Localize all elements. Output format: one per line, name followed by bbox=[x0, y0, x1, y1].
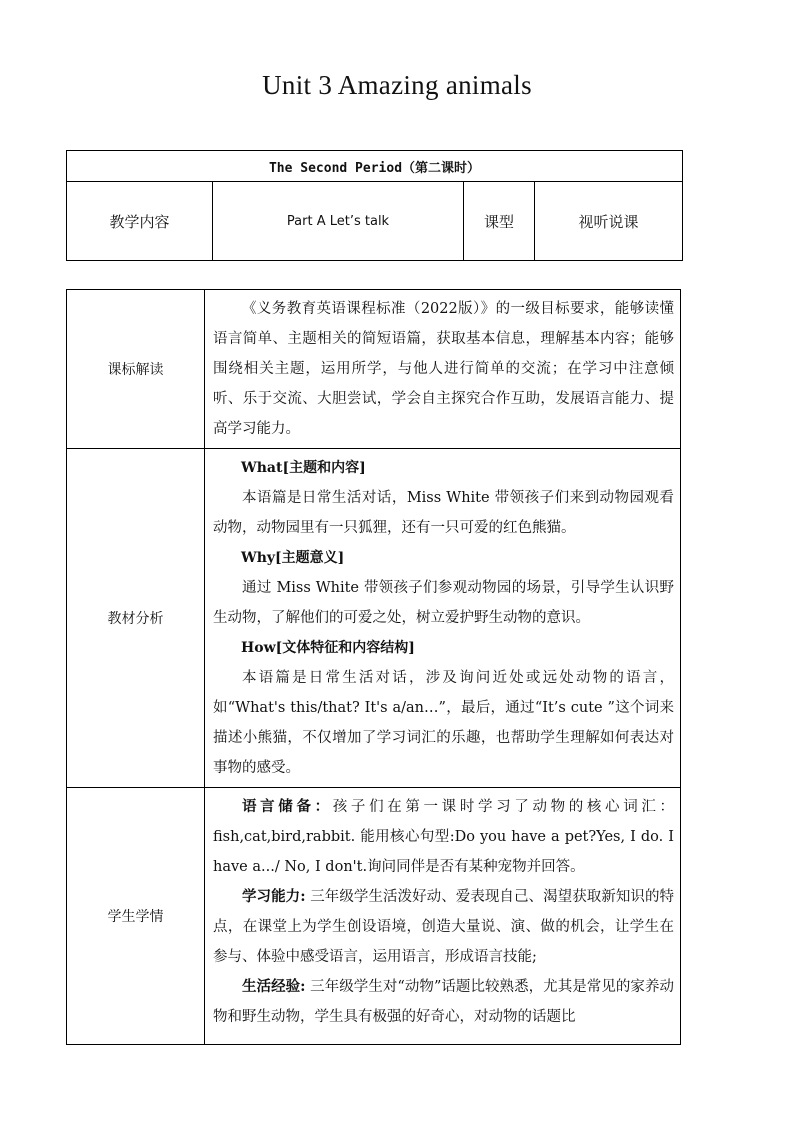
learning-ability-label: 学习能力: bbox=[242, 888, 306, 905]
content-label: 教学内容 bbox=[67, 182, 213, 261]
lesson-analysis-table bbox=[66, 289, 681, 1045]
standard-text: 《义务教育英语课程标准（2022版）》的一级目标要求，能够读懂语言简单、主题相关的简短语篇，获取基本信息，理解基本内容；能够围绕相关主题，运用所学，与他人进行简单的交流；在学习中注意倾听、乐于交流、大胆尝试，学会自主探究合作互助，发展语言能力、提高学习能力。 bbox=[213, 301, 674, 437]
language-reserve-label: 语言储备： bbox=[242, 798, 333, 815]
what-heading: What[主题和内容] bbox=[241, 460, 366, 476]
learning-ability bbox=[213, 882, 674, 972]
life-experience bbox=[213, 972, 674, 1032]
students-body bbox=[205, 788, 681, 1045]
how-heading: How[文体特征和内容结构] bbox=[241, 640, 415, 656]
analysis-row bbox=[67, 449, 681, 788]
students-row bbox=[67, 788, 681, 1045]
type-label: 课型 bbox=[464, 182, 535, 261]
standard-row bbox=[67, 290, 681, 449]
type-value: 视听说课 bbox=[535, 182, 683, 261]
analysis-body bbox=[205, 449, 681, 788]
standard-label: 课标解读 bbox=[67, 290, 205, 449]
period-title: The Second Period（第二课时） bbox=[67, 151, 683, 182]
how-text: 本语篇是日常生活对话，涉及询问近处或远处动物的语言，如“What's this/that? It's a/an…”，最后，通过“It’s cute ”这个词来描述小熊猫，不仅增加了学习词汇的乐趣，也帮助学生理解如何表达对事物的感受。 bbox=[213, 670, 674, 776]
language-reserve-text: 孩子们在第一课时学习了动物的核心词汇：fish,cat,bird,rabbit. 能用核心句型:Do you have a pet?Yes, I do. I have a.../ No, I don't.询问同伴是否有某种宠物并回答。 bbox=[213, 799, 674, 875]
life-experience-label: 生活经验: bbox=[242, 978, 306, 995]
page-title: Unit 3 Amazing animals bbox=[262, 70, 532, 100]
what-text: 本语篇是日常生活对话，Miss White 带领孩子们来到动物园观看动物，动物园里有一只狐狸，还有一只可爱的红色熊猫。 bbox=[213, 490, 674, 536]
language-reserve bbox=[213, 792, 674, 882]
analysis-label: 教材分析 bbox=[67, 449, 205, 788]
content-value: Part A Let’s talk bbox=[213, 182, 464, 261]
learning-ability-text: 三年级学生活泼好动、爱表现自己、渴望获取新知识的特点，在课堂上为学生创设语境，创造大量说、演、做的机会，让学生在参与、体验中感受语言，运用语言，形成语言技能; bbox=[213, 889, 674, 965]
students-label: 学生学情 bbox=[67, 788, 205, 1045]
standard-body bbox=[205, 290, 681, 449]
why-text: 通过 Miss White 带领孩子们参观动物园的场景，引导学生认识野生动物，了解他们的可爱之处，树立爱护野生动物的意识。 bbox=[213, 580, 674, 626]
why-heading: Why[主题意义] bbox=[241, 550, 345, 566]
lesson-header-table bbox=[66, 150, 683, 261]
life-experience-text: 三年级学生对“动物”话题比较熟悉，尤其是常见的家养动物和野生动物，学生具有极强的好奇心，对动物的话题比 bbox=[213, 979, 674, 1025]
